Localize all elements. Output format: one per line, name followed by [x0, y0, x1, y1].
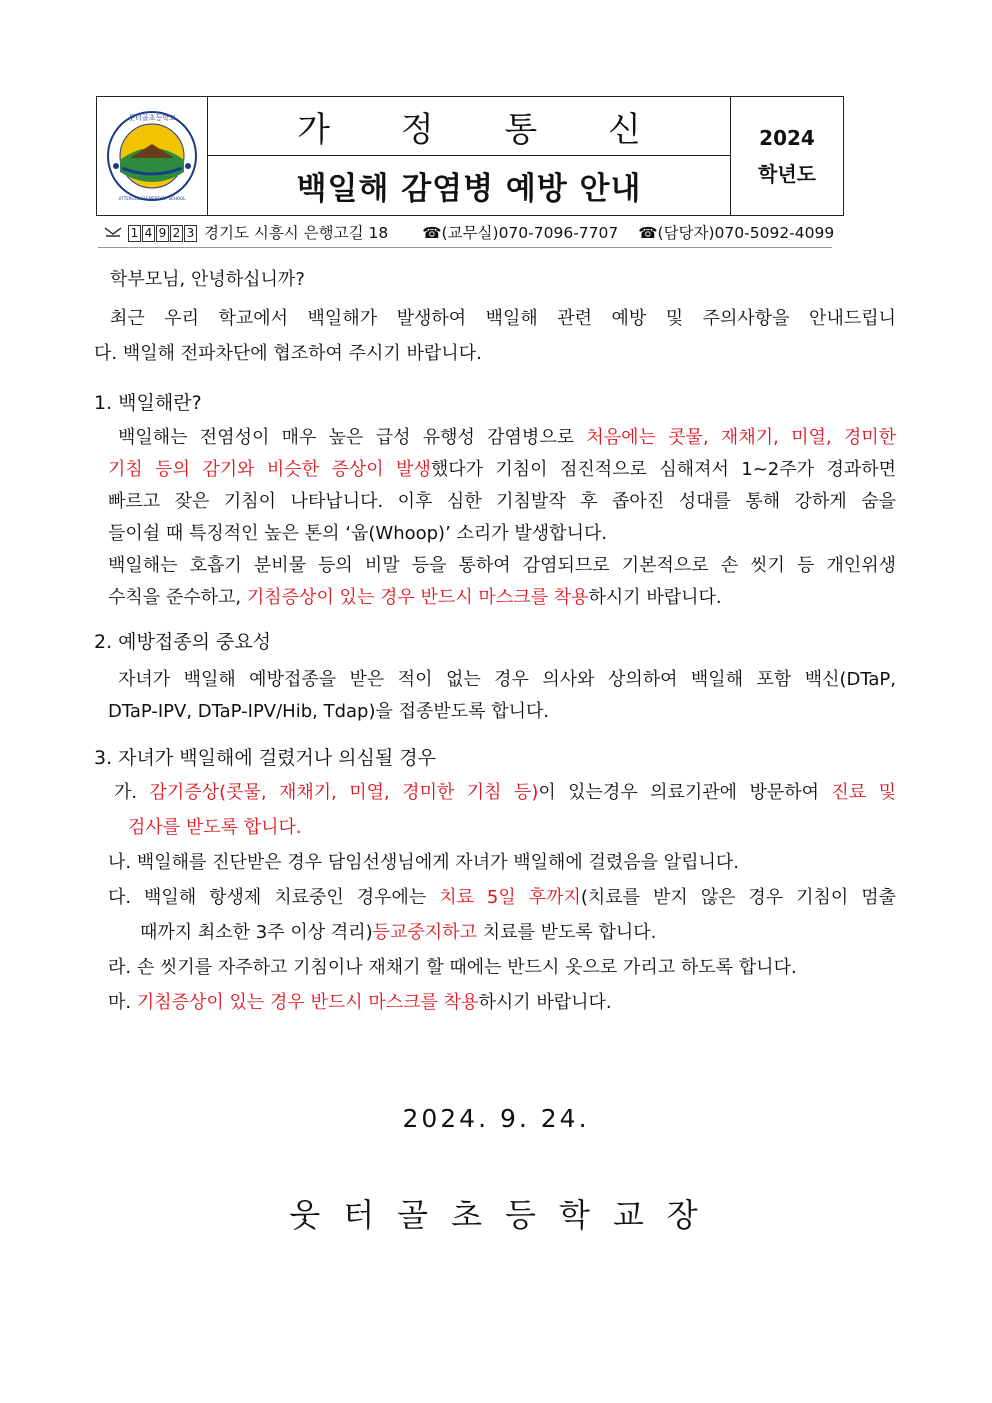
- item-ga-line-2: 검사를 받도록 합니다.: [128, 817, 302, 838]
- item-da-line-1: 다. 백일해 항생제 치료중인 경우에는 치료 5일 후까지(치료를 받지 않은 경우 기침이 멈출: [108, 887, 896, 908]
- issue-date: 2024. 9. 24.: [402, 1104, 590, 1133]
- section-3-heading: 3. 자녀가 백일해에 걸렸거나 의심될 경우: [94, 747, 436, 769]
- section-1-line-5: 백일해는 호흡기 분비물 등의 비말 등을 통하여 감염되므로 기본적으로 손 씻기 등 개인위생: [108, 555, 896, 576]
- office-phone: ☎(교무실)070-7096-7707: [422, 224, 619, 242]
- section-1-line-2: 기침 등의 감기와 비슷한 증상이 발생했다가 기침이 점진적으로 심해져서 1~2주가 경과하면: [108, 459, 896, 480]
- zip-code: 1 4 9 2 3: [128, 223, 198, 242]
- section-2-heading: 2. 예방접종의 중요성: [94, 631, 272, 653]
- section-1-line-4: 들이쉴 때 특징적인 높은 톤의 ‘웁(Whoop)’ 소리가 발생합니다.: [108, 523, 608, 544]
- year-number: 2024: [759, 126, 815, 150]
- school-year: [730, 97, 843, 215]
- section-2-line-1: 자녀가 백일해 예방접종을 받은 적이 없는 경우 의사와 상의하여 백일해 포함 백신(DTaP,: [118, 669, 896, 690]
- item-ma: 마. 기침증상이 있는 경우 반드시 마스크를 착용하시기 바랍니다.: [108, 992, 612, 1013]
- section-1-heading: 1. 백일해란?: [94, 392, 202, 414]
- intro-line-2: 다. 백일해 전파차단에 협조하여 주시기 바랍니다.: [94, 343, 482, 364]
- header-box: [96, 96, 844, 216]
- section-1-line-1: 백일해는 전염성이 매우 높은 급성 유행성 감염병으로 처음에는 콧물, 재채기, 미열, 경미한: [118, 427, 896, 448]
- newsletter-label: 가 정 통 신: [208, 97, 730, 156]
- intro-line-1: 최근 우리 학교에서 백일해가 발생하여 백일해 관련 예방 및 주의사항을 안내드립니: [110, 308, 896, 329]
- item-ra: 라. 손 씻기를 자주하고 기침이나 재채기 할 때에는 반드시 옷으로 가리고 하도록 합니다.: [108, 957, 797, 978]
- greeting: 학부모님, 안녕하십니까?: [110, 269, 305, 290]
- section-1-line-3: 빠르고 잦은 기침이 나타납니다. 이후 심한 기침발작 후 좁아진 성대를 통해 강하게 숨을: [108, 491, 896, 512]
- item-na: 나. 백일해를 진단받은 경우 담임선생님에게 자녀가 백일해에 걸렸음을 알립니다.: [108, 852, 740, 873]
- item-ga-line-1: 가. 감기증상(콧물, 재채기, 미열, 경미한 기침 등)이 있는경우 의료기관에 방문하여 진료 및: [114, 782, 896, 803]
- svg-text:UTTERGOL ELEMENTARY SCHOOL: UTTERGOL ELEMENTARY SCHOOL: [118, 196, 186, 201]
- school-address: 경기도 시흥시 은행고길 18: [204, 224, 389, 242]
- year-suffix: 학년도: [758, 162, 816, 186]
- section-1-line-6: 수칙을 준수하고, 기침증상이 있는 경우 반드시 마스크를 착용하시기 바랍니다.: [108, 587, 722, 608]
- address-line: [104, 221, 844, 243]
- school-emblem-icon: [104, 108, 200, 204]
- school-logo: [97, 97, 208, 215]
- svg-text:웃터골초등학교: 웃터골초등학교: [128, 114, 176, 122]
- item-da-line-2: 때까지 최소한 3주 이상 격리)등교중지하고 치료를 받도록 합니다.: [140, 922, 657, 943]
- envelope-icon: [104, 225, 122, 239]
- principal-signature: 웃터골초등학교장: [289, 1196, 721, 1234]
- page-title: 백일해 감염병 예방 안내: [296, 171, 642, 207]
- section-2-line-2: DTaP-IPV, DTaP-IPV/Hib, Tdap)을 접종받도록 합니다.: [108, 701, 550, 722]
- staff-phone: ☎(담당자)070-5092-4099: [638, 224, 835, 242]
- divider: [98, 247, 832, 248]
